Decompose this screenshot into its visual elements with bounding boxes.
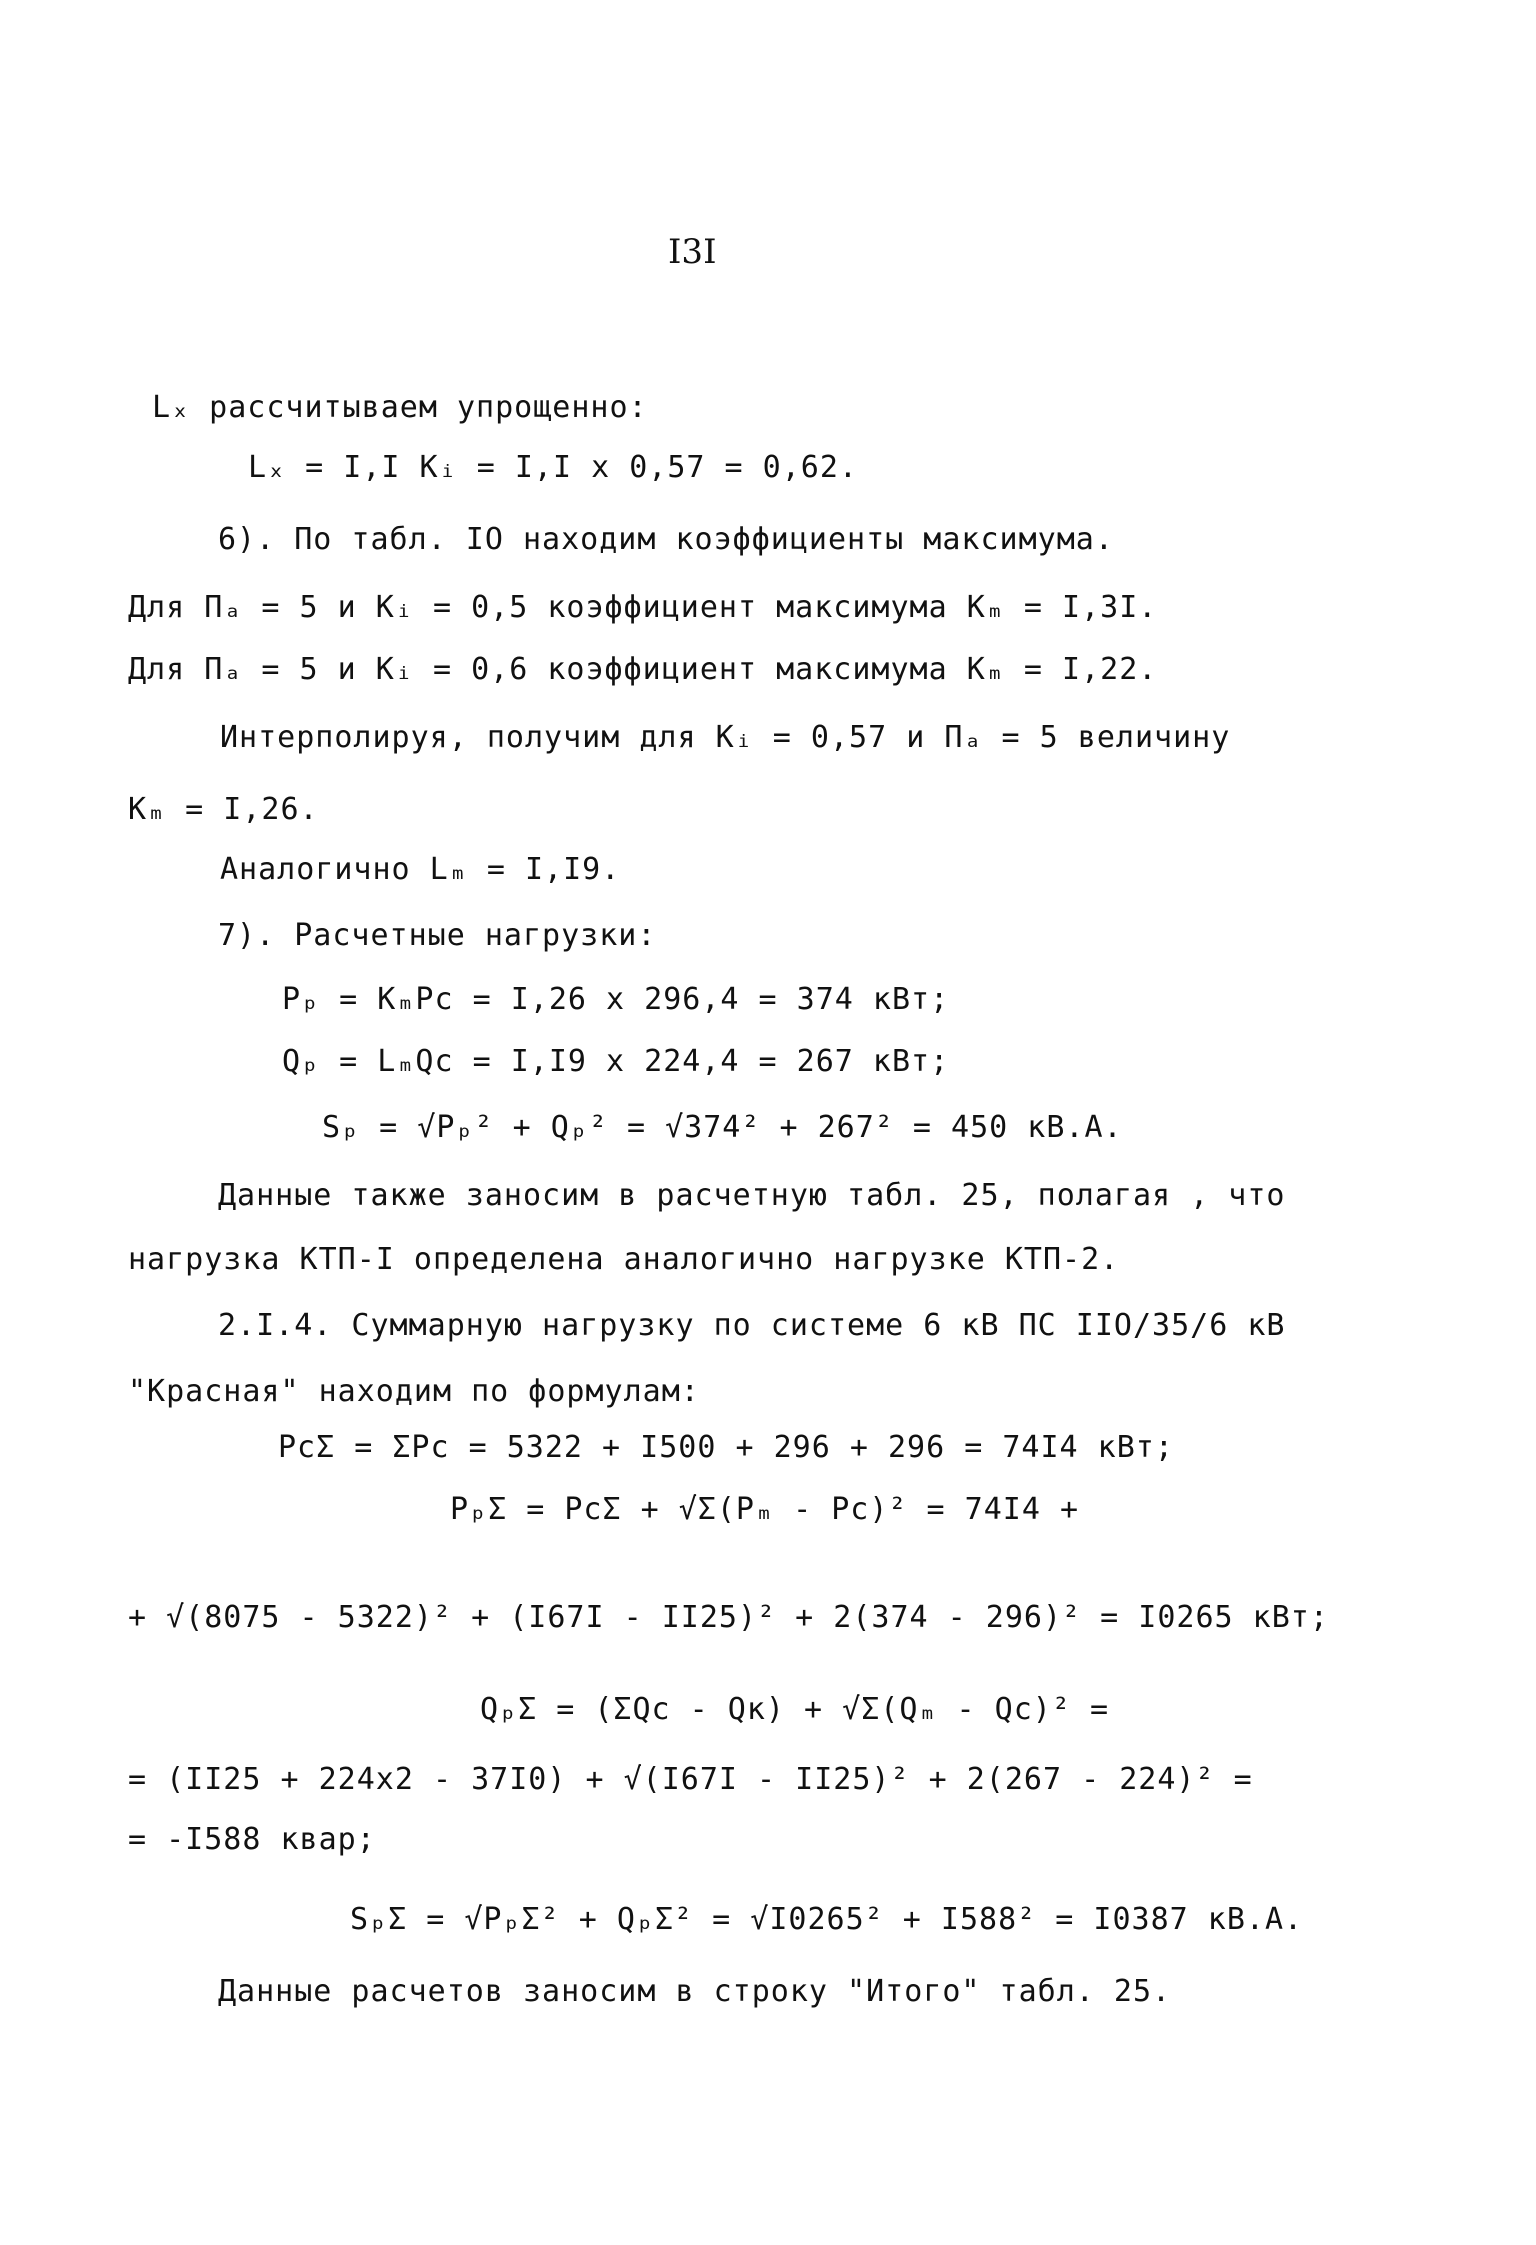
- formula-line: PₚΣ = PcΣ + √Σ(Pₘ - Pc)² = 74I4 +: [450, 1492, 1080, 1527]
- text-line: Данные также заносим в расчетную табл. 25, полагая , что: [218, 1178, 1286, 1213]
- text-line: = -I588 квар;: [128, 1822, 376, 1857]
- formula-line: = (II25 + 224x2 - 37I0) + √(I67I - II25)² + 2(267 - 224)² =: [128, 1762, 1253, 1797]
- text-line: Аналогично Lₘ = I,I9.: [220, 852, 621, 887]
- text-line: Kₘ = I,26.: [128, 792, 319, 827]
- formula-line: Lₓ = I,I Kᵢ = I,I x 0,57 = 0,62.: [248, 450, 858, 485]
- text-line: нагрузка КТП-I определена аналогично нагрузке КТП-2.: [128, 1242, 1120, 1277]
- formula-line: Sₚ = √Pₚ² + Qₚ² = √374² + 267² = 450 кВ.А.: [322, 1110, 1123, 1145]
- formula-line: SₚΣ = √PₚΣ² + QₚΣ² = √I0265² + I588² = I0387 кВ.А.: [350, 1902, 1304, 1937]
- formula-line: QₚΣ = (ΣQc - Qк) + √Σ(Qₘ - Qc)² =: [480, 1692, 1110, 1727]
- text-line: 7). Расчетные нагрузки:: [218, 918, 657, 953]
- text-line: Для Пₐ = 5 и Kᵢ = 0,6 коэффициент максимума Kₘ = I,22.: [128, 652, 1158, 687]
- text-line: 2.I.4. Суммарную нагрузку по системе 6 кВ ПС IIO/35/6 кВ: [218, 1308, 1286, 1343]
- formula-line: Pₚ = KₘPc = I,26 x 296,4 = 374 кВт;: [282, 982, 950, 1017]
- text-line: Lₓ рассчитываем упрощенно:: [152, 390, 648, 425]
- text-line: Интерполируя, получим для Kᵢ = 0,57 и Пₐ = 5 величину: [220, 720, 1231, 755]
- formula-line: + √(8075 - 5322)² + (I67I - II25)² + 2(374 - 296)² = I0265 кВт;: [128, 1600, 1329, 1635]
- formula-line: Qₚ = LₘQc = I,I9 x 224,4 = 267 кВт;: [282, 1044, 950, 1079]
- page-number: I3I: [668, 232, 717, 272]
- text-line: "Красная" находим по формулам:: [128, 1374, 700, 1409]
- text-line: 6). По табл. IO находим коэффициенты максимума.: [218, 522, 1114, 557]
- formula-line: PcΣ = ΣPc = 5322 + I500 + 296 + 296 = 74I4 кВт;: [278, 1430, 1174, 1465]
- text-line: Для Пₐ = 5 и Kᵢ = 0,5 коэффициент максимума Kₘ = I,3I.: [128, 590, 1158, 625]
- text-line: Данные расчетов заносим в строку "Итого" табл. 25.: [218, 1974, 1172, 2009]
